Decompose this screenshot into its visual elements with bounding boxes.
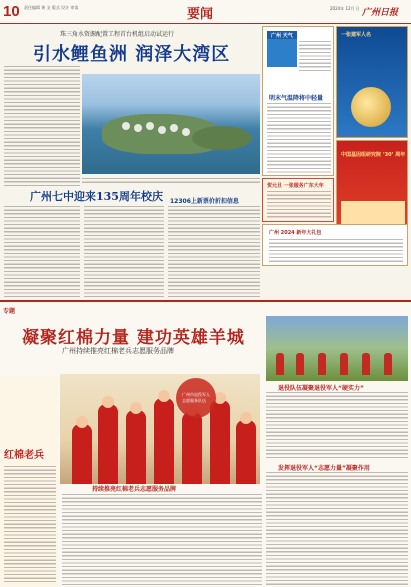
lead-body-left xyxy=(4,66,80,186)
bottom-ad xyxy=(262,224,408,266)
greeting-title: 贺元旦 一张服务广东大年 xyxy=(267,183,324,189)
mid-headline-right: 12306上新票价折扣信息 xyxy=(170,198,239,205)
lead-kicker: 珠三角水资源配置工程首台机组启动试运行 xyxy=(60,31,175,38)
subhead-strength: 退役队伍凝聚退役军人“硬实力” xyxy=(278,385,364,392)
mid-body-col1 xyxy=(4,206,80,298)
volunteer-badge xyxy=(176,378,216,418)
page-header xyxy=(0,0,411,24)
special-body-right-top xyxy=(266,392,408,460)
special-body-right-bottom xyxy=(266,472,408,586)
lead-headline: 引水鲤鱼洲 润泽大湾区 xyxy=(33,44,231,65)
special-headline: 凝聚红棉力量 建功英雄羊城 xyxy=(22,328,245,348)
weather-headline: 明末气温降将中轻量 xyxy=(269,95,324,102)
veterans-photo xyxy=(60,374,260,484)
special-left-column xyxy=(0,376,58,587)
weather-box xyxy=(262,26,334,176)
gold-ad xyxy=(336,26,408,138)
bottom-ad-title: 广州 2024 新年大礼包 xyxy=(269,230,322,236)
weather-icon xyxy=(267,39,297,67)
lead-photo xyxy=(82,74,260,174)
newspaper-logo: 广州日报 xyxy=(362,8,399,18)
page-number: 10 xyxy=(3,3,20,20)
gold-ad-title: 一张建军人名 xyxy=(341,32,372,38)
special-subheadline: 广州持续推亮红棉老兵志愿服务品牌 xyxy=(62,347,174,355)
subhead-brand: 持续推亮红棉老兵志愿服务品牌 xyxy=(92,486,177,493)
special-tag: 专题 xyxy=(3,308,16,315)
subhead-volunteer: 发挥退役军人“志愿力量”凝聚作用 xyxy=(278,465,370,472)
special-body-bottom xyxy=(62,494,262,586)
badge-text: 广州市退役军人志愿服务队伍 xyxy=(182,392,210,403)
right-sidebar xyxy=(262,26,408,298)
volunteer-photo xyxy=(266,316,408,381)
issue-date: 2024年 12月 日 xyxy=(330,6,360,11)
coin-icon xyxy=(351,87,391,127)
red-veteran-logo: 红棉老兵 xyxy=(4,450,44,461)
red-ad-title: 中国基因组研究院 ‘30’ 周年 xyxy=(341,152,406,158)
mid-body-col2 xyxy=(84,206,164,298)
editor-credits: 责任编辑 黄 圣 版式 设计 审读 xyxy=(24,5,79,10)
lead-photo-caption xyxy=(82,178,260,184)
weather-title: 广州 天气 xyxy=(267,31,297,40)
section-title: 要闻 xyxy=(187,7,214,22)
mid-body-col3 xyxy=(168,206,260,298)
greeting-box xyxy=(262,178,334,222)
mid-headline: 广州七中迎来135周年校庆 xyxy=(30,190,163,203)
